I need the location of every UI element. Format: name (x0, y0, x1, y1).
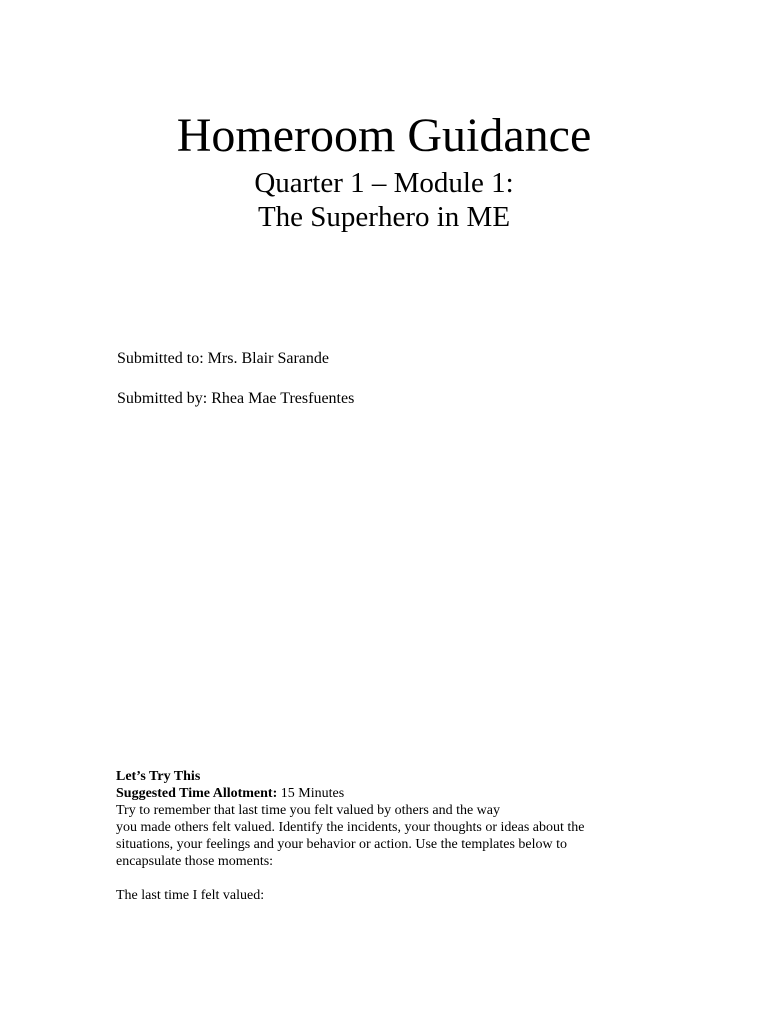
time-allotment-label: Suggested Time Allotment: (116, 786, 278, 801)
module-name: The Superhero in ME (257, 201, 511, 233)
activity-heading: Let’s Try This (116, 769, 201, 784)
time-allotment-value: 15 Minutes (277, 786, 345, 801)
submitted-to-line: Submitted to: Mrs. Blair Sarande (117, 350, 329, 367)
instruction-line: Try to remember that last time you felt valued by others and the way (116, 803, 501, 818)
module-subtitle: Quarter 1 – Module 1: (254, 167, 514, 199)
instruction-line: encapsulate those moments: (116, 854, 274, 869)
document-title: Homeroom Guidance (176, 109, 592, 162)
submitted-by-line: Submitted by: Rhea Mae Tresfuentes (117, 390, 355, 407)
instruction-line: situations, your feelings and your behavior or action. Use the templates below to (116, 837, 568, 852)
time-allotment (116, 785, 656, 802)
instruction-line: you made others felt valued. Identify the incidents, your thoughts or ideas about the (116, 820, 585, 835)
activity-prompt: The last time I felt valued: (116, 888, 265, 903)
activity-section (116, 768, 656, 904)
